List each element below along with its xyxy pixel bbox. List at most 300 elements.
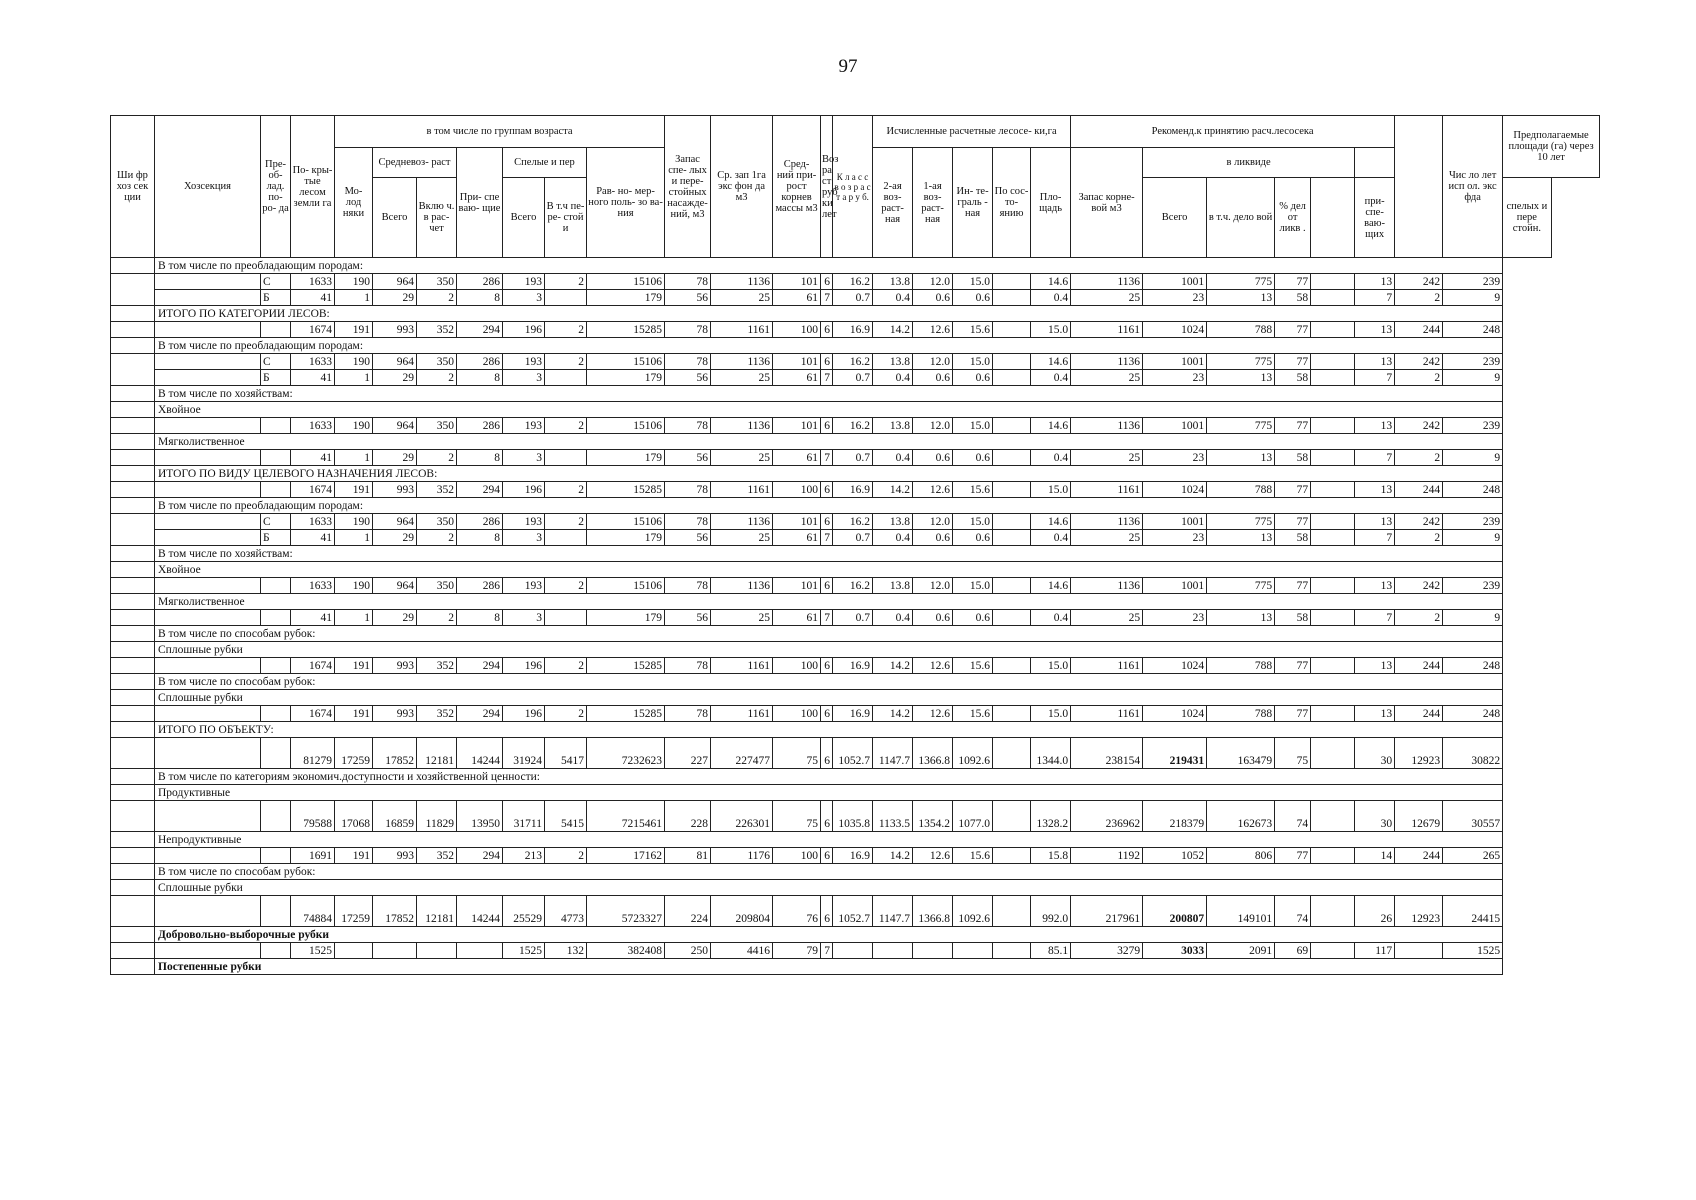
cell-value: 1024 (1143, 658, 1207, 674)
cell-value: 191 (335, 706, 373, 722)
cell-value: 41 (291, 290, 335, 306)
cell-value: 14244 (457, 738, 503, 769)
cell-value: 190 (335, 514, 373, 530)
cell-value: 17259 (335, 738, 373, 769)
cell-value: 191 (335, 322, 373, 338)
cell-value: 1 (335, 370, 373, 386)
cell-value: 2 (1395, 530, 1443, 546)
cell-value: 16.2 (833, 514, 873, 530)
cell-value: 15285 (587, 706, 665, 722)
section-row (111, 306, 1600, 322)
section-label: Продуктивные (155, 785, 1503, 801)
group-spelye: Спелые и пер (503, 148, 587, 178)
cell-value: 12923 (1395, 738, 1443, 769)
page-number: 97 (838, 56, 858, 77)
cell-value: 41 (291, 610, 335, 626)
cell-value: 78 (665, 514, 711, 530)
cell-poroda (261, 578, 291, 594)
cell-shifr (111, 880, 155, 896)
cell-value: 13 (1207, 370, 1275, 386)
cell-value (993, 322, 1031, 338)
cell-shifr (111, 848, 155, 864)
cell-value: 25 (711, 610, 773, 626)
cell-value: 15.6 (953, 658, 993, 674)
cell-value (1395, 943, 1443, 959)
section-label: В том числе по преобладающим породам: (155, 258, 1503, 274)
cell-shifr (111, 322, 155, 338)
cell-value: 1001 (1143, 274, 1207, 290)
cell-value: 350 (417, 418, 457, 434)
cell-value: 242 (1395, 274, 1443, 290)
cell-value: 15.6 (953, 848, 993, 864)
col-sredniy-prirost: Сред- ний при- рост корнев массы м3 (773, 116, 821, 258)
cell-value: 101 (773, 578, 821, 594)
cell-value: 1161 (1071, 482, 1143, 498)
cell-hozsekciya (155, 290, 261, 306)
cell-value: 77 (1275, 322, 1311, 338)
cell-value (1311, 418, 1355, 434)
cell-value: 58 (1275, 530, 1311, 546)
cell-value: 15106 (587, 354, 665, 370)
cell-value: 964 (373, 354, 417, 370)
cell-value: 78 (665, 578, 711, 594)
table-row (111, 530, 1600, 546)
cell-value: 13 (1355, 578, 1395, 594)
cell-value (993, 706, 1031, 722)
cell-value: 286 (457, 354, 503, 370)
cell-value: 56 (665, 370, 711, 386)
cell-value: 15106 (587, 418, 665, 434)
cell-value: 209804 (711, 896, 773, 927)
section-label: В том числе по хозяйствам: (155, 546, 1503, 562)
cell-value: 14.2 (873, 482, 913, 498)
cell-value: 191 (335, 482, 373, 498)
cell-value: 3 (503, 610, 545, 626)
cell-value: 190 (335, 578, 373, 594)
cell-value: 1366.8 (913, 738, 953, 769)
cell-value: 1525 (503, 943, 545, 959)
cell-value: 6 (821, 738, 833, 769)
cell-value: 100 (773, 848, 821, 864)
cell-value: 352 (417, 848, 457, 864)
cell-value: 1001 (1143, 418, 1207, 434)
table-row (111, 610, 1600, 626)
cell-value: 993 (373, 658, 417, 674)
cell-hozsekciya (155, 370, 261, 386)
group-rekomend: Рекоменд.к принятию расч.лесосека (1071, 116, 1395, 148)
cell-value: 77 (1275, 578, 1311, 594)
cell-value: 0.6 (913, 450, 953, 466)
cell-value: 0.6 (953, 450, 993, 466)
cell-shifr (111, 785, 155, 801)
cell-value (545, 290, 587, 306)
cell-value: 2 (417, 530, 457, 546)
cell-poroda: С (261, 354, 291, 370)
cell-value: 6 (821, 578, 833, 594)
cell-shifr (111, 943, 155, 959)
cell-value: 13 (1207, 530, 1275, 546)
cell-shifr (111, 706, 155, 722)
cell-value: 13 (1355, 658, 1395, 674)
cell-poroda (261, 848, 291, 864)
col-spelye-vsego: Всего (503, 178, 545, 258)
cell-shifr (111, 610, 155, 626)
cell-value: 12679 (1395, 801, 1443, 832)
cell-value: 227 (665, 738, 711, 769)
cell-value: 244 (1395, 658, 1443, 674)
cell-value: 191 (335, 848, 373, 864)
cell-value: 6 (821, 354, 833, 370)
cell-poroda (261, 943, 291, 959)
cell-value: 15.0 (1031, 658, 1071, 674)
cell-value: 0.6 (913, 530, 953, 546)
cell-value (335, 943, 373, 959)
group-ischislennye: Исчисленные расчетные лесосе- ки,га (873, 116, 1071, 148)
cell-value: 294 (457, 482, 503, 498)
cell-value: 248 (1443, 706, 1503, 722)
cell-value: 1001 (1143, 578, 1207, 594)
cell-shifr (111, 370, 155, 386)
forestry-table-wrapper (110, 115, 1600, 975)
cell-value (993, 658, 1031, 674)
cell-value: 25 (711, 450, 773, 466)
cell-value: 16.2 (833, 418, 873, 434)
cell-value (545, 610, 587, 626)
cell-shifr (111, 530, 155, 546)
cell-value: 149101 (1207, 896, 1275, 927)
section-label: Мягколиственное (155, 434, 1503, 450)
cell-hozsekciya (155, 418, 261, 434)
cell-value: 12.6 (913, 848, 953, 864)
cell-value: 1691 (291, 848, 335, 864)
cell-value: 1176 (711, 848, 773, 864)
cell-value: 1633 (291, 274, 335, 290)
cell-value: 0.7 (833, 530, 873, 546)
cell-value: 15.0 (953, 418, 993, 434)
col-zapas-kornevoi: Запас корне- вой м3 (1071, 148, 1143, 258)
cell-poroda (261, 801, 291, 832)
cell-value: 117 (1355, 943, 1395, 959)
cell-value: 0.7 (833, 370, 873, 386)
cell-value: 100 (773, 322, 821, 338)
table-row (111, 896, 1600, 927)
cell-value (1311, 530, 1355, 546)
table-row (111, 418, 1600, 434)
cell-hozsekciya (155, 896, 261, 927)
cell-value: 13 (1355, 418, 1395, 434)
cell-value: 3279 (1071, 943, 1143, 959)
table-row (111, 482, 1600, 498)
cell-value: 2 (417, 610, 457, 626)
group-v-likvide: в ликвиде (1143, 148, 1355, 178)
section-row (111, 626, 1600, 642)
cell-value: 242 (1395, 578, 1443, 594)
cell-value: 0.7 (833, 610, 873, 626)
cell-value: 29 (373, 450, 417, 466)
cell-value: 14 (1355, 848, 1395, 864)
cell-value: 0.6 (953, 610, 993, 626)
cell-value: 0.6 (953, 290, 993, 306)
cell-value (953, 943, 993, 959)
cell-value: 29 (373, 370, 417, 386)
col-lik-vsego: Всего (1143, 178, 1207, 258)
cell-value: 132 (545, 943, 587, 959)
cell-value: 238154 (1071, 738, 1143, 769)
cell-hozsekciya (155, 514, 261, 530)
cell-value: 190 (335, 418, 373, 434)
cell-value: 1633 (291, 514, 335, 530)
cell-value: 162673 (1207, 801, 1275, 832)
cell-value: 286 (457, 578, 503, 594)
cell-value: 0.4 (873, 290, 913, 306)
cell-value: 6 (821, 514, 833, 530)
cell-value: 6 (821, 482, 833, 498)
cell-value: 16.2 (833, 354, 873, 370)
section-row (111, 434, 1600, 450)
cell-value: 13 (1355, 322, 1395, 338)
cell-value: 219431 (1143, 738, 1207, 769)
cell-value: 242 (1395, 418, 1443, 434)
cell-value (993, 274, 1031, 290)
cell-poroda: Б (261, 370, 291, 386)
cell-value: 1674 (291, 706, 335, 722)
cell-shifr (111, 864, 155, 880)
cell-value: 78 (665, 658, 711, 674)
cell-value: 30822 (1443, 738, 1503, 769)
cell-value: 1161 (1071, 322, 1143, 338)
col-zapas: Запас спе- лых и пере- стойных насажде- ний, м3 (665, 116, 711, 258)
cell-value: 25 (711, 290, 773, 306)
cell-value (993, 578, 1031, 594)
cell-value: 1092.6 (953, 896, 993, 927)
col-pervaya-vozr: 1-ая воз- раст- ная (913, 148, 953, 258)
cell-value: 1161 (711, 482, 773, 498)
cell-value: 239 (1443, 274, 1503, 290)
cell-value: 23 (1143, 450, 1207, 466)
cell-value: 25 (1071, 530, 1143, 546)
cell-shifr (111, 546, 155, 562)
col-spelyh-perestoin: спелых и пере стойн. (1503, 178, 1551, 258)
cell-value: 0.4 (873, 610, 913, 626)
cell-shifr (111, 402, 155, 418)
cell-value: 8 (457, 610, 503, 626)
cell-value: 9 (1443, 290, 1503, 306)
cell-value: 12.6 (913, 322, 953, 338)
cell-value: 78 (665, 706, 711, 722)
cell-value (373, 943, 417, 959)
cell-value: 12.0 (913, 578, 953, 594)
cell-value: 15.0 (953, 578, 993, 594)
cell-value: 179 (587, 610, 665, 626)
cell-value: 6 (821, 658, 833, 674)
cell-value: 12181 (417, 738, 457, 769)
col-shifr: Ши фр хоз сек ции (111, 116, 155, 258)
cell-value: 196 (503, 658, 545, 674)
cell-value: 29 (373, 610, 417, 626)
cell-value (545, 530, 587, 546)
cell-value: 9 (1443, 610, 1503, 626)
cell-value: 13 (1207, 290, 1275, 306)
cell-value (457, 943, 503, 959)
section-row (111, 338, 1600, 354)
cell-value: 23 (1143, 530, 1207, 546)
cell-value: 12.0 (913, 418, 953, 434)
table-row (111, 322, 1600, 338)
table-row (111, 738, 1600, 769)
cell-value: 7 (821, 610, 833, 626)
cell-value: 0.4 (873, 530, 913, 546)
table-row (111, 514, 1600, 530)
cell-value: 74 (1275, 896, 1311, 927)
cell-value: 12923 (1395, 896, 1443, 927)
cell-poroda (261, 450, 291, 466)
cell-value: 13.8 (873, 514, 913, 530)
cell-shifr (111, 927, 155, 943)
cell-value: 196 (503, 706, 545, 722)
cell-value: 13 (1207, 610, 1275, 626)
section-row (111, 880, 1600, 896)
cell-value: 2 (1395, 290, 1443, 306)
cell-value: 239 (1443, 418, 1503, 434)
cell-value: 1161 (711, 322, 773, 338)
cell-value: 1077.0 (953, 801, 993, 832)
cell-value: 77 (1275, 706, 1311, 722)
cell-value: 193 (503, 354, 545, 370)
col-chislo-let: Чис ло лет исп ол. экс фда (1443, 116, 1503, 258)
cell-value: 2 (545, 848, 587, 864)
cell-value: 964 (373, 514, 417, 530)
cell-value: 26 (1355, 896, 1395, 927)
cell-poroda: Б (261, 530, 291, 546)
cell-value: 239 (1443, 578, 1503, 594)
cell-value: 0.4 (1031, 290, 1071, 306)
cell-value: 1674 (291, 322, 335, 338)
cell-value: 61 (773, 370, 821, 386)
cell-value: 0.6 (953, 370, 993, 386)
section-row (111, 690, 1600, 706)
cell-value: 1 (335, 610, 373, 626)
cell-value: 1633 (291, 418, 335, 434)
cell-value: 1136 (711, 274, 773, 290)
cell-poroda (261, 482, 291, 498)
cell-value: 806 (1207, 848, 1275, 864)
cell-value: 2 (545, 578, 587, 594)
cell-value: 61 (773, 530, 821, 546)
cell-value: 7232623 (587, 738, 665, 769)
cell-shifr (111, 578, 155, 594)
cell-value: 8 (457, 450, 503, 466)
cell-value: 13.8 (873, 274, 913, 290)
section-row (111, 594, 1600, 610)
cell-value: 350 (417, 578, 457, 594)
cell-value: 12.6 (913, 658, 953, 674)
section-label: Постепенные рубки (155, 959, 1503, 975)
cell-value: 964 (373, 274, 417, 290)
cell-value: 1136 (1071, 274, 1143, 290)
cell-value: 224 (665, 896, 711, 927)
section-row (111, 674, 1600, 690)
cell-value: 993 (373, 848, 417, 864)
section-row (111, 769, 1600, 785)
cell-value: 15.6 (953, 706, 993, 722)
cell-value: 31924 (503, 738, 545, 769)
cell-value: 100 (773, 658, 821, 674)
cell-value (993, 738, 1031, 769)
cell-value: 236962 (1071, 801, 1143, 832)
col-vozrast-rubki: Воз ра ст руб ки лет (821, 116, 833, 258)
section-row (111, 642, 1600, 658)
cell-value: 7 (821, 943, 833, 959)
cell-value: 1092.6 (953, 738, 993, 769)
group-v-tom-chisle: в том числе по группам возраста (335, 116, 665, 148)
cell-hozsekciya (155, 482, 261, 498)
cell-value: 5415 (545, 801, 587, 832)
cell-value (1311, 514, 1355, 530)
cell-value: 16.9 (833, 482, 873, 498)
cell-value: 13 (1355, 482, 1395, 498)
cell-value: 993 (373, 322, 417, 338)
cell-value (417, 943, 457, 959)
cell-value: 13 (1207, 450, 1275, 466)
cell-value: 7 (1355, 370, 1395, 386)
cell-shifr (111, 386, 155, 402)
cell-value: 0.4 (873, 370, 913, 386)
cell-shifr (111, 306, 155, 322)
cell-value: 58 (1275, 610, 1311, 626)
cell-value: 12.0 (913, 274, 953, 290)
cell-value: 75 (773, 738, 821, 769)
cell-value: 78 (665, 274, 711, 290)
section-label: В том числе по преобладающим породам: (155, 498, 1503, 514)
cell-hozsekciya (155, 322, 261, 338)
cell-value: 61 (773, 290, 821, 306)
cell-value: 993 (373, 706, 417, 722)
cell-value: 775 (1207, 354, 1275, 370)
cell-shifr (111, 482, 155, 498)
cell-value: 248 (1443, 322, 1503, 338)
cell-value: 964 (373, 418, 417, 434)
cell-value: 6 (821, 274, 833, 290)
cell-shifr (111, 722, 155, 738)
cell-value (993, 943, 1031, 959)
cell-value: 1525 (1443, 943, 1503, 959)
col-ploschad: Пло- щадь (1031, 148, 1071, 258)
col-integralnaya: Ин- те- граль - ная (953, 148, 993, 258)
cell-value: 17852 (373, 896, 417, 927)
cell-value: 14.6 (1031, 514, 1071, 530)
cell-poroda (261, 658, 291, 674)
section-label: Сплошные рубки (155, 880, 1503, 896)
cell-value: 2 (545, 322, 587, 338)
cell-value: 13 (1355, 514, 1395, 530)
cell-poroda (261, 896, 291, 927)
cell-hozsekciya (155, 943, 261, 959)
cell-value: 16.2 (833, 274, 873, 290)
cell-value: 2 (545, 274, 587, 290)
cell-value: 7 (821, 450, 833, 466)
cell-value: 286 (457, 514, 503, 530)
cell-value: 14.2 (873, 848, 913, 864)
col-lik-blank (1311, 178, 1355, 258)
cell-value: 15285 (587, 658, 665, 674)
col-prispevayuschih: при- спе- ваю- щих (1355, 178, 1395, 258)
cell-shifr (111, 658, 155, 674)
cell-value: 193 (503, 514, 545, 530)
cell-value: 1674 (291, 658, 335, 674)
cell-value: 31711 (503, 801, 545, 832)
cell-value: 4773 (545, 896, 587, 927)
cell-value: 244 (1395, 482, 1443, 498)
